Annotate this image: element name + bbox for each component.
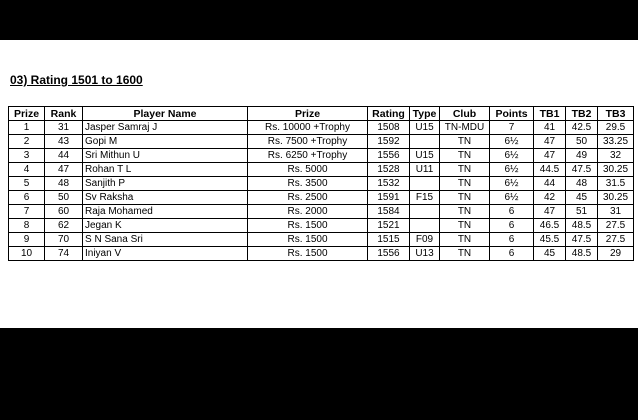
cell-rank: 47	[45, 163, 83, 177]
cell-club: TN	[440, 205, 490, 219]
cell-type: U13	[410, 247, 440, 261]
cell-prize: Rs. 1500	[248, 233, 368, 247]
cell-tb1: 42	[534, 191, 566, 205]
cell-rank: 50	[45, 191, 83, 205]
cell-tb3: 30.25	[598, 163, 634, 177]
header-tb1: TB1	[534, 107, 566, 121]
table-row	[9, 135, 634, 149]
cell-tb3: 33.25	[598, 135, 634, 149]
cell-tb1: 46.5	[534, 219, 566, 233]
cell-rating: 1584	[368, 205, 410, 219]
cell-tb1: 44.5	[534, 163, 566, 177]
cell-rating: 1521	[368, 219, 410, 233]
header-points: Points	[490, 107, 534, 121]
cell-prize: Rs. 6250 +Trophy	[248, 149, 368, 163]
table-row	[9, 149, 634, 163]
cell-club: TN	[440, 149, 490, 163]
cell-tb3: 29	[598, 247, 634, 261]
prize-winners-table	[8, 106, 634, 261]
cell-club: TN	[440, 219, 490, 233]
cell-tb2: 47.5	[566, 233, 598, 247]
cell-tb1: 41	[534, 121, 566, 135]
cell-prize-number: 9	[9, 233, 45, 247]
cell-club: TN	[440, 247, 490, 261]
table-row	[9, 233, 634, 247]
cell-rating: 1591	[368, 191, 410, 205]
cell-rank: 44	[45, 149, 83, 163]
cell-player-name: Sv Raksha	[83, 191, 248, 205]
cell-player-name: Sri Mithun U	[83, 149, 248, 163]
cell-prize-number: 4	[9, 163, 45, 177]
table-row	[9, 247, 634, 261]
cell-rank: 48	[45, 177, 83, 191]
cell-rating: 1515	[368, 233, 410, 247]
cell-tb3: 31.5	[598, 177, 634, 191]
header-tb3: TB3	[598, 107, 634, 121]
cell-tb3: 31	[598, 205, 634, 219]
cell-type: U11	[410, 163, 440, 177]
cell-points: 6	[490, 219, 534, 233]
cell-club: TN	[440, 191, 490, 205]
cell-prize-number: 10	[9, 247, 45, 261]
cell-prize: Rs. 7500 +Trophy	[248, 135, 368, 149]
cell-club: TN	[440, 135, 490, 149]
cell-prize-number: 8	[9, 219, 45, 233]
cell-prize: Rs. 3500	[248, 177, 368, 191]
cell-tb3: 27.5	[598, 233, 634, 247]
cell-rank: 60	[45, 205, 83, 219]
cell-type	[410, 219, 440, 233]
cell-rating: 1528	[368, 163, 410, 177]
cell-tb3: 32	[598, 149, 634, 163]
cell-prize-number: 6	[9, 191, 45, 205]
table-row	[9, 191, 634, 205]
cell-prize-number: 3	[9, 149, 45, 163]
cell-tb2: 42.5	[566, 121, 598, 135]
cell-rating: 1556	[368, 247, 410, 261]
cell-points: 7	[490, 121, 534, 135]
table-row	[9, 219, 634, 233]
cell-tb3: 29.5	[598, 121, 634, 135]
cell-player-name: Rohan T L	[83, 163, 248, 177]
table-row	[9, 205, 634, 219]
cell-tb2: 49	[566, 149, 598, 163]
cell-points: 6½	[490, 163, 534, 177]
cell-player-name: Raja Mohamed	[83, 205, 248, 219]
cell-prize: Rs. 2500	[248, 191, 368, 205]
table-row	[9, 177, 634, 191]
cell-club: TN	[440, 177, 490, 191]
header-rank: Rank	[45, 107, 83, 121]
header-tb2: TB2	[566, 107, 598, 121]
cell-rank: 74	[45, 247, 83, 261]
cell-rating: 1592	[368, 135, 410, 149]
cell-points: 6	[490, 247, 534, 261]
table-row	[9, 163, 634, 177]
cell-rank: 62	[45, 219, 83, 233]
cell-tb2: 48	[566, 177, 598, 191]
cell-tb1: 47	[534, 149, 566, 163]
cell-points: 6½	[490, 177, 534, 191]
cell-prize: Rs. 10000 +Trophy	[248, 121, 368, 135]
cell-player-name: Jasper Samraj J	[83, 121, 248, 135]
cell-prize: Rs. 2000	[248, 205, 368, 219]
section-title: 03) Rating 1501 to 1600	[10, 73, 143, 87]
table-header-row	[9, 107, 634, 121]
cell-tb3: 30.25	[598, 191, 634, 205]
cell-prize-number: 2	[9, 135, 45, 149]
cell-tb1: 45.5	[534, 233, 566, 247]
header-prize-number: Prize	[9, 107, 45, 121]
cell-rating: 1508	[368, 121, 410, 135]
cell-tb2: 48.5	[566, 219, 598, 233]
cell-type: F09	[410, 233, 440, 247]
cell-player-name: Gopi M	[83, 135, 248, 149]
cell-tb2: 48.5	[566, 247, 598, 261]
cell-player-name: Iniyan V	[83, 247, 248, 261]
cell-rating: 1556	[368, 149, 410, 163]
cell-points: 6	[490, 205, 534, 219]
header-type: Type	[410, 107, 440, 121]
header-prize: Prize	[248, 107, 368, 121]
cell-tb1: 47	[534, 135, 566, 149]
cell-club: TN	[440, 163, 490, 177]
cell-points: 6½	[490, 149, 534, 163]
cell-prize-number: 1	[9, 121, 45, 135]
cell-type	[410, 135, 440, 149]
cell-points: 6½	[490, 191, 534, 205]
cell-points: 6	[490, 233, 534, 247]
cell-player-name: Jegan K	[83, 219, 248, 233]
cell-rating: 1532	[368, 177, 410, 191]
cell-tb2: 47.5	[566, 163, 598, 177]
cell-prize: Rs. 1500	[248, 247, 368, 261]
cell-prize: Rs. 5000	[248, 163, 368, 177]
header-rating: Rating	[368, 107, 410, 121]
header-player-name: Player Name	[83, 107, 248, 121]
cell-tb1: 47	[534, 205, 566, 219]
cell-prize-number: 7	[9, 205, 45, 219]
cell-tb2: 45	[566, 191, 598, 205]
cell-player-name: Sanjith P	[83, 177, 248, 191]
cell-tb2: 50	[566, 135, 598, 149]
cell-tb3: 27.5	[598, 219, 634, 233]
cell-type: F15	[410, 191, 440, 205]
cell-tb1: 44	[534, 177, 566, 191]
header-club: Club	[440, 107, 490, 121]
cell-rank: 70	[45, 233, 83, 247]
cell-club: TN-MDU	[440, 121, 490, 135]
cell-type	[410, 205, 440, 219]
cell-rank: 31	[45, 121, 83, 135]
cell-type: U15	[410, 149, 440, 163]
cell-prize: Rs. 1500	[248, 219, 368, 233]
table-row	[9, 121, 634, 135]
cell-type: U15	[410, 121, 440, 135]
cell-tb1: 45	[534, 247, 566, 261]
cell-club: TN	[440, 233, 490, 247]
cell-player-name: S N Sana Sri	[83, 233, 248, 247]
cell-prize-number: 5	[9, 177, 45, 191]
cell-tb2: 51	[566, 205, 598, 219]
cell-points: 6½	[490, 135, 534, 149]
cell-rank: 43	[45, 135, 83, 149]
cell-type	[410, 177, 440, 191]
